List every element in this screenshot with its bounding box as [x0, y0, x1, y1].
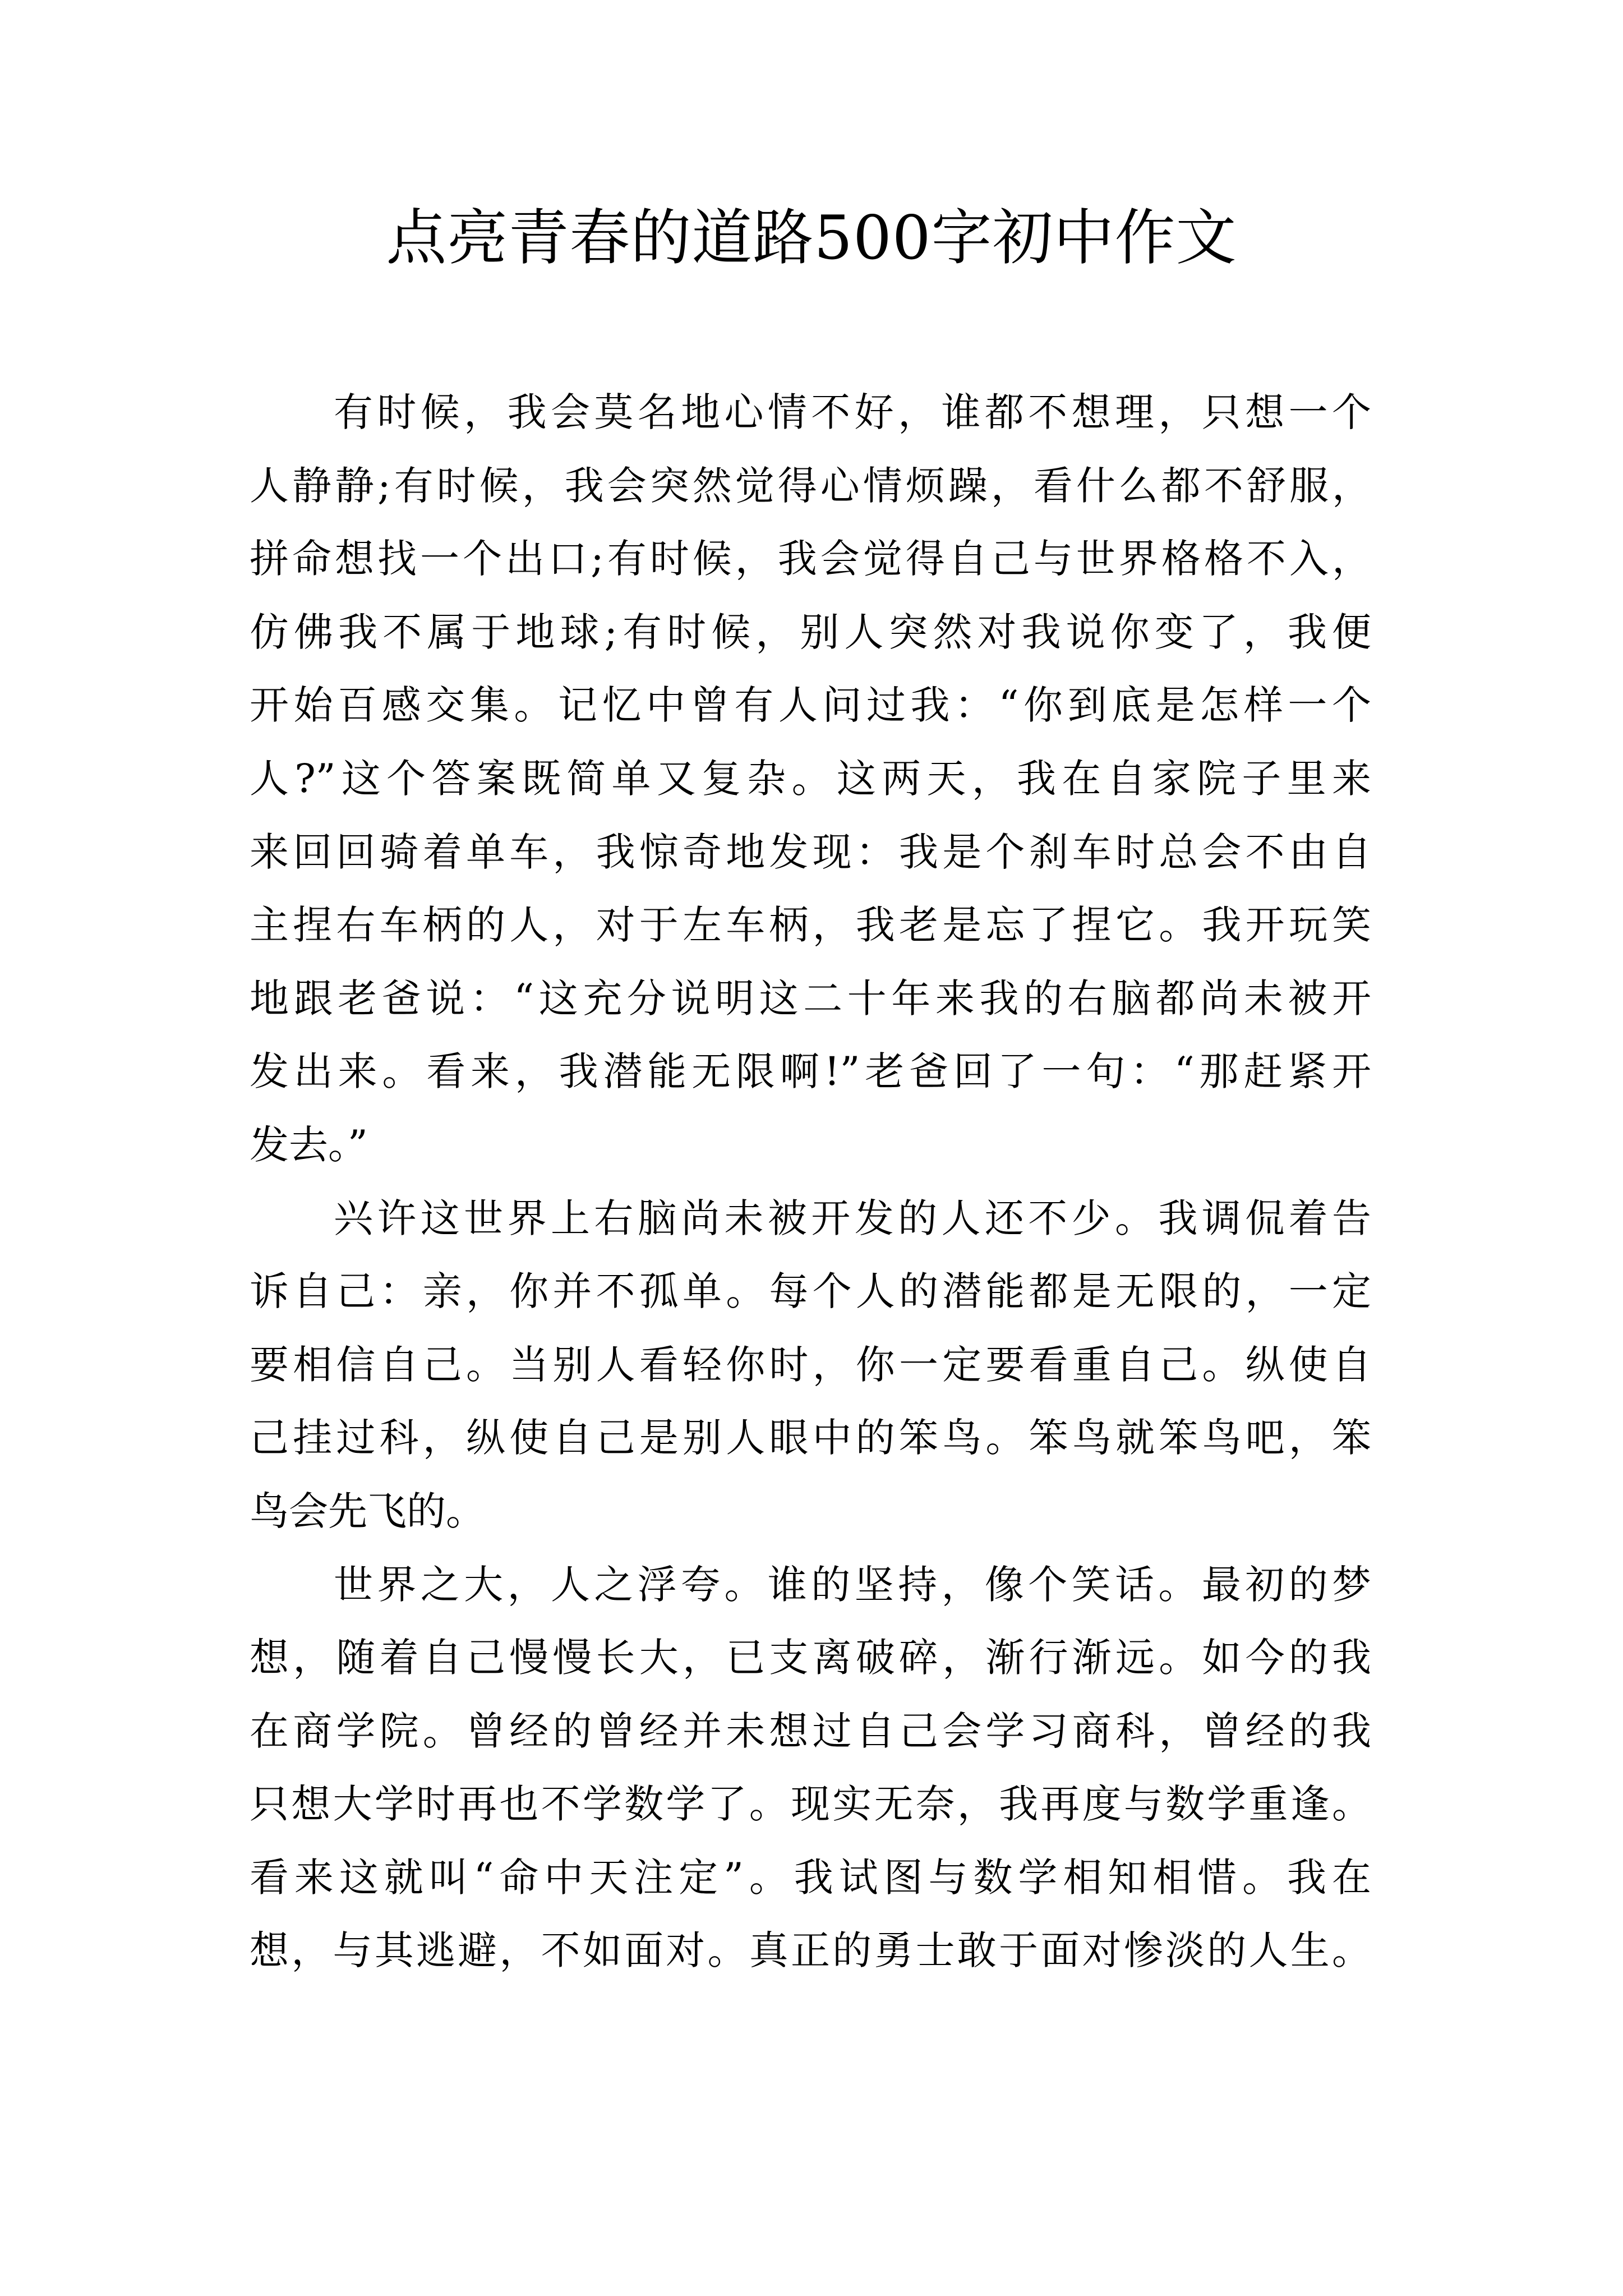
text-line: 兴许这世界上右脑尚未被开发的人还不少。我调侃着告: [334, 1195, 1371, 1241]
text-line: 人静静;有时候，我会突然觉得心情烦躁，看什么都不舒服，: [250, 462, 1371, 509]
text-line: 己挂过科，纵使自己是别人眼中的笨鸟。笨鸟就笨鸟吧，笨: [250, 1415, 1371, 1461]
text-line: 想，与其逃避，不如面对。真正的勇士敢于面对惨淡的人生。: [250, 1927, 1371, 1974]
text-line: 发去。”: [250, 1121, 368, 1168]
text-line: 在商学院。曾经的曾经并未想过自己会学习商科，曾经的我: [250, 1708, 1371, 1754]
document-body: [250, 376, 1371, 1987]
text-line: 鸟会先飞的。: [250, 1488, 485, 1534]
text-line: 想，随着自己慢慢长大，已支离破碎，渐行渐远。如今的我: [250, 1635, 1371, 1681]
text-line: 来回回骑着单车，我惊奇地发现：我是个刹车时总会不由自: [250, 829, 1371, 875]
text-line: 拼命想找一个出口;有时候，我会觉得自己与世界格格不入，: [250, 536, 1371, 582]
text-line: 发出来。看来，我潜能无限啊!”老爸回了一句：“那赶紧开: [250, 1048, 1371, 1095]
text-line: 开始百感交集。记忆中曾有人问过我：“你到底是怎样一个: [250, 682, 1371, 729]
text-line: 世界之大，人之浮夸。谁的坚持，像个笑话。最初的梦: [334, 1561, 1371, 1608]
paragraph-3: [250, 1548, 1371, 1988]
text-line: 诉自己：亲，你并不孤单。每个人的潜能都是无限的，一定: [250, 1268, 1371, 1315]
text-line: 人?”这个答案既简单又复杂。这两天，我在自家院子里来: [250, 755, 1371, 802]
text-line: 只想大学时再也不学数学了。现实无奈，我再度与数学重逢。: [250, 1781, 1371, 1828]
document-title: 点亮青春的道路500字初中作文: [386, 203, 1237, 273]
paragraph-1: [250, 376, 1371, 1182]
text-line: 主捏右车柄的人，对于左车柄，我老是忘了捏它。我开玩笑: [250, 902, 1371, 949]
paragraph-2: [250, 1182, 1371, 1548]
text-line: 仿佛我不属于地球;有时候，别人突然对我说你变了，我便: [250, 609, 1371, 655]
text-line: 有时候，我会莫名地心情不好，谁都不想理，只想一个: [334, 389, 1371, 435]
text-line: 看来这就叫“命中天注定”。我试图与数学相知相惜。我在: [250, 1854, 1371, 1901]
text-line: 地跟老爸说：“这充分说明这二十年来我的右脑都尚未被开: [250, 975, 1371, 1022]
text-line: 要相信自己。当别人看轻你时，你一定要看重自己。纵使自: [250, 1341, 1371, 1388]
